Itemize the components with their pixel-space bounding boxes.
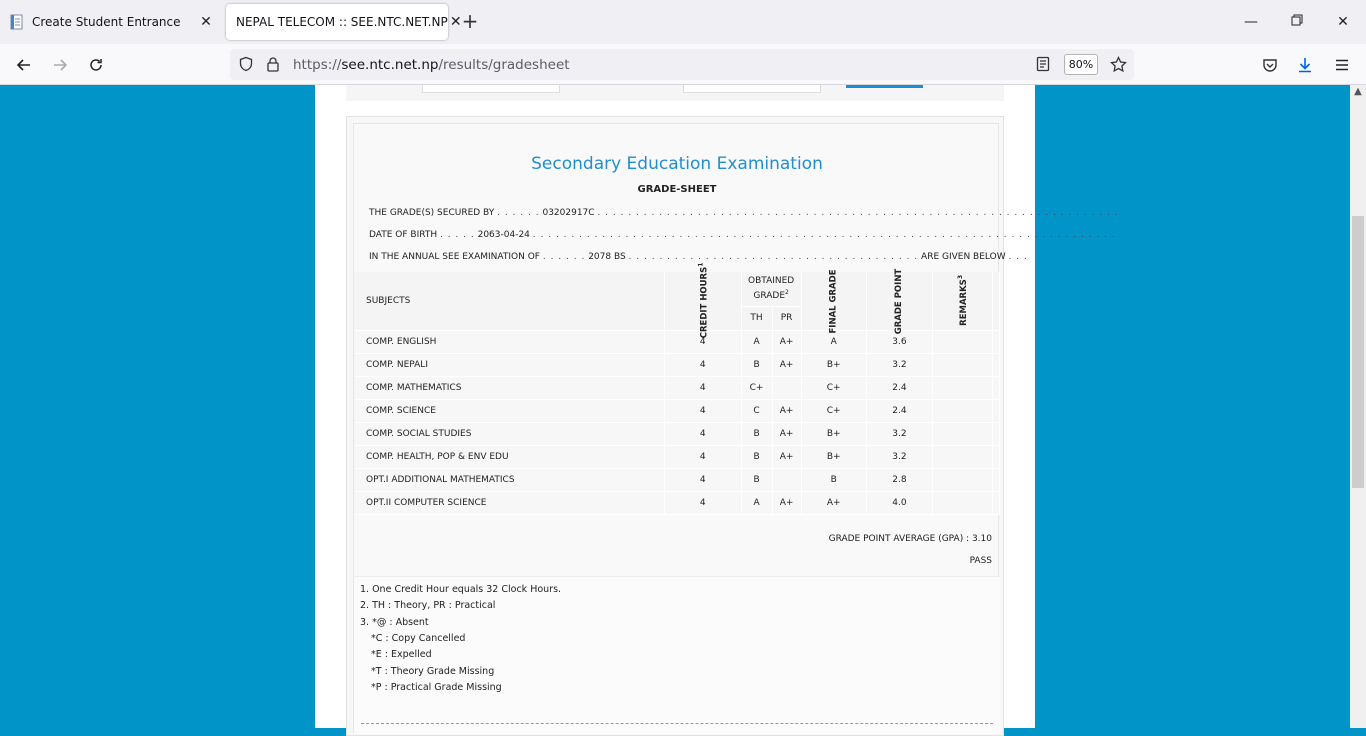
th-grade-cell: C+ <box>741 376 772 399</box>
secured-by-label: THE GRADE(S) SECURED BY <box>369 208 495 218</box>
remarks-cell <box>933 422 993 445</box>
url-text[interactable]: https://see.ntc.net.np/results/gradesheet <box>293 57 570 73</box>
final-grade-cell: A+ <box>801 491 866 514</box>
result-status: PASS <box>969 556 992 566</box>
final-grade-cell: B+ <box>801 422 866 445</box>
subject-cell: OPT.II COMPUTER SCIENCE <box>354 491 664 514</box>
pr-grade-cell: A+ <box>772 422 801 445</box>
note-theory-missing: *T : Theory Grade Missing <box>371 666 495 677</box>
pr-grade-cell: A+ <box>772 445 801 468</box>
shield-icon[interactable] <box>238 56 254 72</box>
subject-cell: COMP. MATHEMATICS <box>354 376 664 399</box>
th-grade-cell: A <box>741 330 772 353</box>
dob-label: DATE OF BIRTH <box>369 230 438 240</box>
exam-title: Secondary Education Examination <box>531 154 823 174</box>
grade-point-cell: 3.6 <box>866 330 932 353</box>
credit-cell: 4 <box>664 468 741 491</box>
grade-point-cell: 3.2 <box>866 422 932 445</box>
gpa-text: GRADE POINT AVERAGE (GPA) : 3.10 <box>828 534 992 544</box>
exam-year: 2078 BS <box>588 252 626 262</box>
credit-cell: 4 <box>664 353 741 376</box>
lock-icon[interactable] <box>266 56 280 72</box>
th-grade-cell: B <box>741 445 772 468</box>
subject-cell: COMP. SCIENCE <box>354 399 664 422</box>
symbol-number-field[interactable] <box>422 85 560 93</box>
spacer-cell <box>992 491 999 514</box>
remarks-cell <box>933 376 993 399</box>
col-remarks: REMARKS$^3$ <box>933 272 993 330</box>
table-row <box>354 376 1000 399</box>
divider <box>361 723 993 724</box>
bookmark-star-icon[interactable] <box>1110 56 1127 73</box>
spacer-cell <box>992 445 999 468</box>
scroll-up-arrow-icon[interactable]: ▲ <box>1354 86 1362 97</box>
document-icon <box>10 14 24 30</box>
th-grade-cell: B <box>741 353 772 376</box>
subject-cell: OPT.I ADDITIONAL MATHEMATICS <box>354 468 664 491</box>
secured-by-line: THE GRADE(S) SECURED BY . . . . . . 03202917C . . . . . . . . . . . . . . . . . . . . . . . . . . . . . . . . . . . . . . . . . . . . . . . . . . . . . . . . . . . . . . . . . . . . <box>369 208 1119 218</box>
submit-button[interactable] <box>846 85 923 88</box>
credit-cell: 4 <box>664 491 741 514</box>
search-form-strip <box>346 85 1004 101</box>
note-expelled: *E : Expelled <box>371 649 432 660</box>
grade-point-cell: 3.2 <box>866 445 932 468</box>
col-final-grade: FINAL GRADE <box>801 272 866 330</box>
page-viewport <box>0 85 1350 728</box>
th-grade-cell: B <box>741 422 772 445</box>
exam-tail: ARE GIVEN BELOW <box>921 252 1006 262</box>
pr-grade-cell: A+ <box>772 330 801 353</box>
grade-point-cell: 4.0 <box>866 491 932 514</box>
grades-table <box>354 262 1000 515</box>
gradesheet-heading: GRADE-SHEET <box>637 184 717 195</box>
grade-point-cell: 2.4 <box>866 376 932 399</box>
pr-grade-cell <box>772 376 801 399</box>
note-credit-hour: 1. One Credit Hour equals 32 Clock Hours. <box>360 584 562 595</box>
spacer-cell <box>992 399 999 422</box>
table-row <box>354 353 1000 376</box>
note-absent: 3. *@ : Absent <box>360 617 429 628</box>
exam-line: IN THE ANNUAL SEE EXAMINATION OF . . . . . . 2078 BS . . . . . . . . . . . . . . . . . . . . . . . . . . . . . . . . . . . . . . ARE GIVEN BELOW . . . <box>369 252 1028 262</box>
close-icon[interactable]: ✕ <box>449 14 462 30</box>
window-close-icon[interactable]: ✕ <box>1337 14 1349 30</box>
minimize-icon[interactable]: — <box>1244 14 1258 30</box>
credit-cell: 4 <box>664 445 741 468</box>
exam-label: IN THE ANNUAL SEE EXAMINATION OF <box>369 252 540 262</box>
footnotes <box>354 576 1000 734</box>
credit-cell: 4 <box>664 399 741 422</box>
table-row <box>354 491 1000 514</box>
forward-arrow-icon[interactable] <box>48 53 72 77</box>
dob-line: DATE OF BIRTH . . . . . 2063-04-24 . . . . . . . . . . . . . . . . . . . . . . . . . . . . . . . . . . . . . . . . . . . . . . . . . . . . . . . . . . . . . . . . . . . . . . . . . . . . <box>369 230 1116 240</box>
col-credit-hours: CREDIT HOURS$^1$ <box>664 272 741 330</box>
note-practical-missing: *P : Practical Grade Missing <box>371 682 502 693</box>
final-grade-cell: A <box>801 330 866 353</box>
final-grade-cell: B+ <box>801 445 866 468</box>
pr-grade-cell: A+ <box>772 353 801 376</box>
gradesheet-body <box>353 123 1119 733</box>
reader-view-icon[interactable] <box>1036 56 1050 72</box>
dob-field[interactable] <box>683 85 821 93</box>
col-grade-point: GRADE POINT <box>866 272 932 330</box>
new-tab-button[interactable]: + <box>461 9 479 33</box>
credit-cell: 4 <box>664 422 741 445</box>
gradesheet-card <box>346 116 1119 736</box>
table-row <box>354 399 1000 422</box>
back-arrow-icon[interactable] <box>12 53 36 77</box>
note-copy-cancelled: *C : Copy Cancelled <box>371 633 466 644</box>
subject-cell: COMP. SOCIAL STUDIES <box>354 422 664 445</box>
pr-grade-cell: A+ <box>772 491 801 514</box>
pocket-icon[interactable] <box>1258 53 1282 77</box>
spacer-cell <box>992 468 999 491</box>
remarks-cell <box>933 445 993 468</box>
grade-point-cell: 3.2 <box>866 353 932 376</box>
tab-title: NEPAL TELECOM :: SEE.NTC.NET.NP <box>236 15 448 29</box>
zoom-level-button[interactable]: 80% <box>1064 54 1098 75</box>
col-th: TH <box>741 306 772 330</box>
subject-cell: COMP. NEPALI <box>354 353 664 376</box>
symbol-number: 03202917C <box>542 208 595 218</box>
pr-grade-cell <box>772 468 801 491</box>
table-row <box>354 468 1000 491</box>
th-grade-cell: A <box>741 491 772 514</box>
col-obtained-grade: OBTAINED GRADE$^2$ <box>741 272 801 306</box>
final-grade-cell: C+ <box>801 376 866 399</box>
subject-cell: COMP. ENGLISH <box>354 330 664 353</box>
pr-grade-cell: A+ <box>772 399 801 422</box>
dob-value: 2063-04-24 <box>477 230 530 240</box>
grade-point-cell: 2.8 <box>866 468 932 491</box>
remarks-cell <box>933 330 993 353</box>
table-row <box>354 445 1000 468</box>
credit-cell: 4 <box>664 376 741 399</box>
col-pr: PR <box>772 306 801 330</box>
reload-icon[interactable] <box>84 53 108 77</box>
th-grade-cell: B <box>741 468 772 491</box>
spacer-cell <box>992 353 999 376</box>
spacer-cell <box>992 376 999 399</box>
credit-cell: 4 <box>664 330 741 353</box>
remarks-cell <box>933 491 993 514</box>
scrollbar-thumb[interactable] <box>1352 216 1364 488</box>
content-panel <box>315 85 1119 728</box>
final-grade-cell: B+ <box>801 353 866 376</box>
grade-point-cell: 2.4 <box>866 399 932 422</box>
subject-cell: COMP. HEALTH, POP & ENV EDU <box>354 445 664 468</box>
restore-icon[interactable] <box>1287 12 1307 32</box>
menu-icon[interactable] <box>1330 53 1354 77</box>
col-subjects: SUBJECTS <box>354 272 664 330</box>
tab-nepal-telecom[interactable] <box>226 4 462 40</box>
navigation-toolbar <box>0 44 1366 85</box>
remarks-cell <box>933 468 993 491</box>
remarks-cell <box>933 353 993 376</box>
close-icon[interactable]: ✕ <box>200 14 212 30</box>
th-grade-cell: C <box>741 399 772 422</box>
tab-title: Create Student Entrance <box>32 15 181 29</box>
table-row <box>354 422 1000 445</box>
tab-strip <box>0 0 1366 44</box>
final-grade-cell: C+ <box>801 399 866 422</box>
tab-create-student-entrance[interactable] <box>0 4 224 40</box>
download-icon[interactable] <box>1293 53 1317 77</box>
final-grade-cell: B <box>801 468 866 491</box>
spacer-cell <box>992 422 999 445</box>
remarks-cell <box>933 399 993 422</box>
note-th-pr: 2. TH : Theory, PR : Practical <box>360 600 496 611</box>
address-bar[interactable] <box>230 49 1134 80</box>
spacer-cell <box>992 330 999 353</box>
